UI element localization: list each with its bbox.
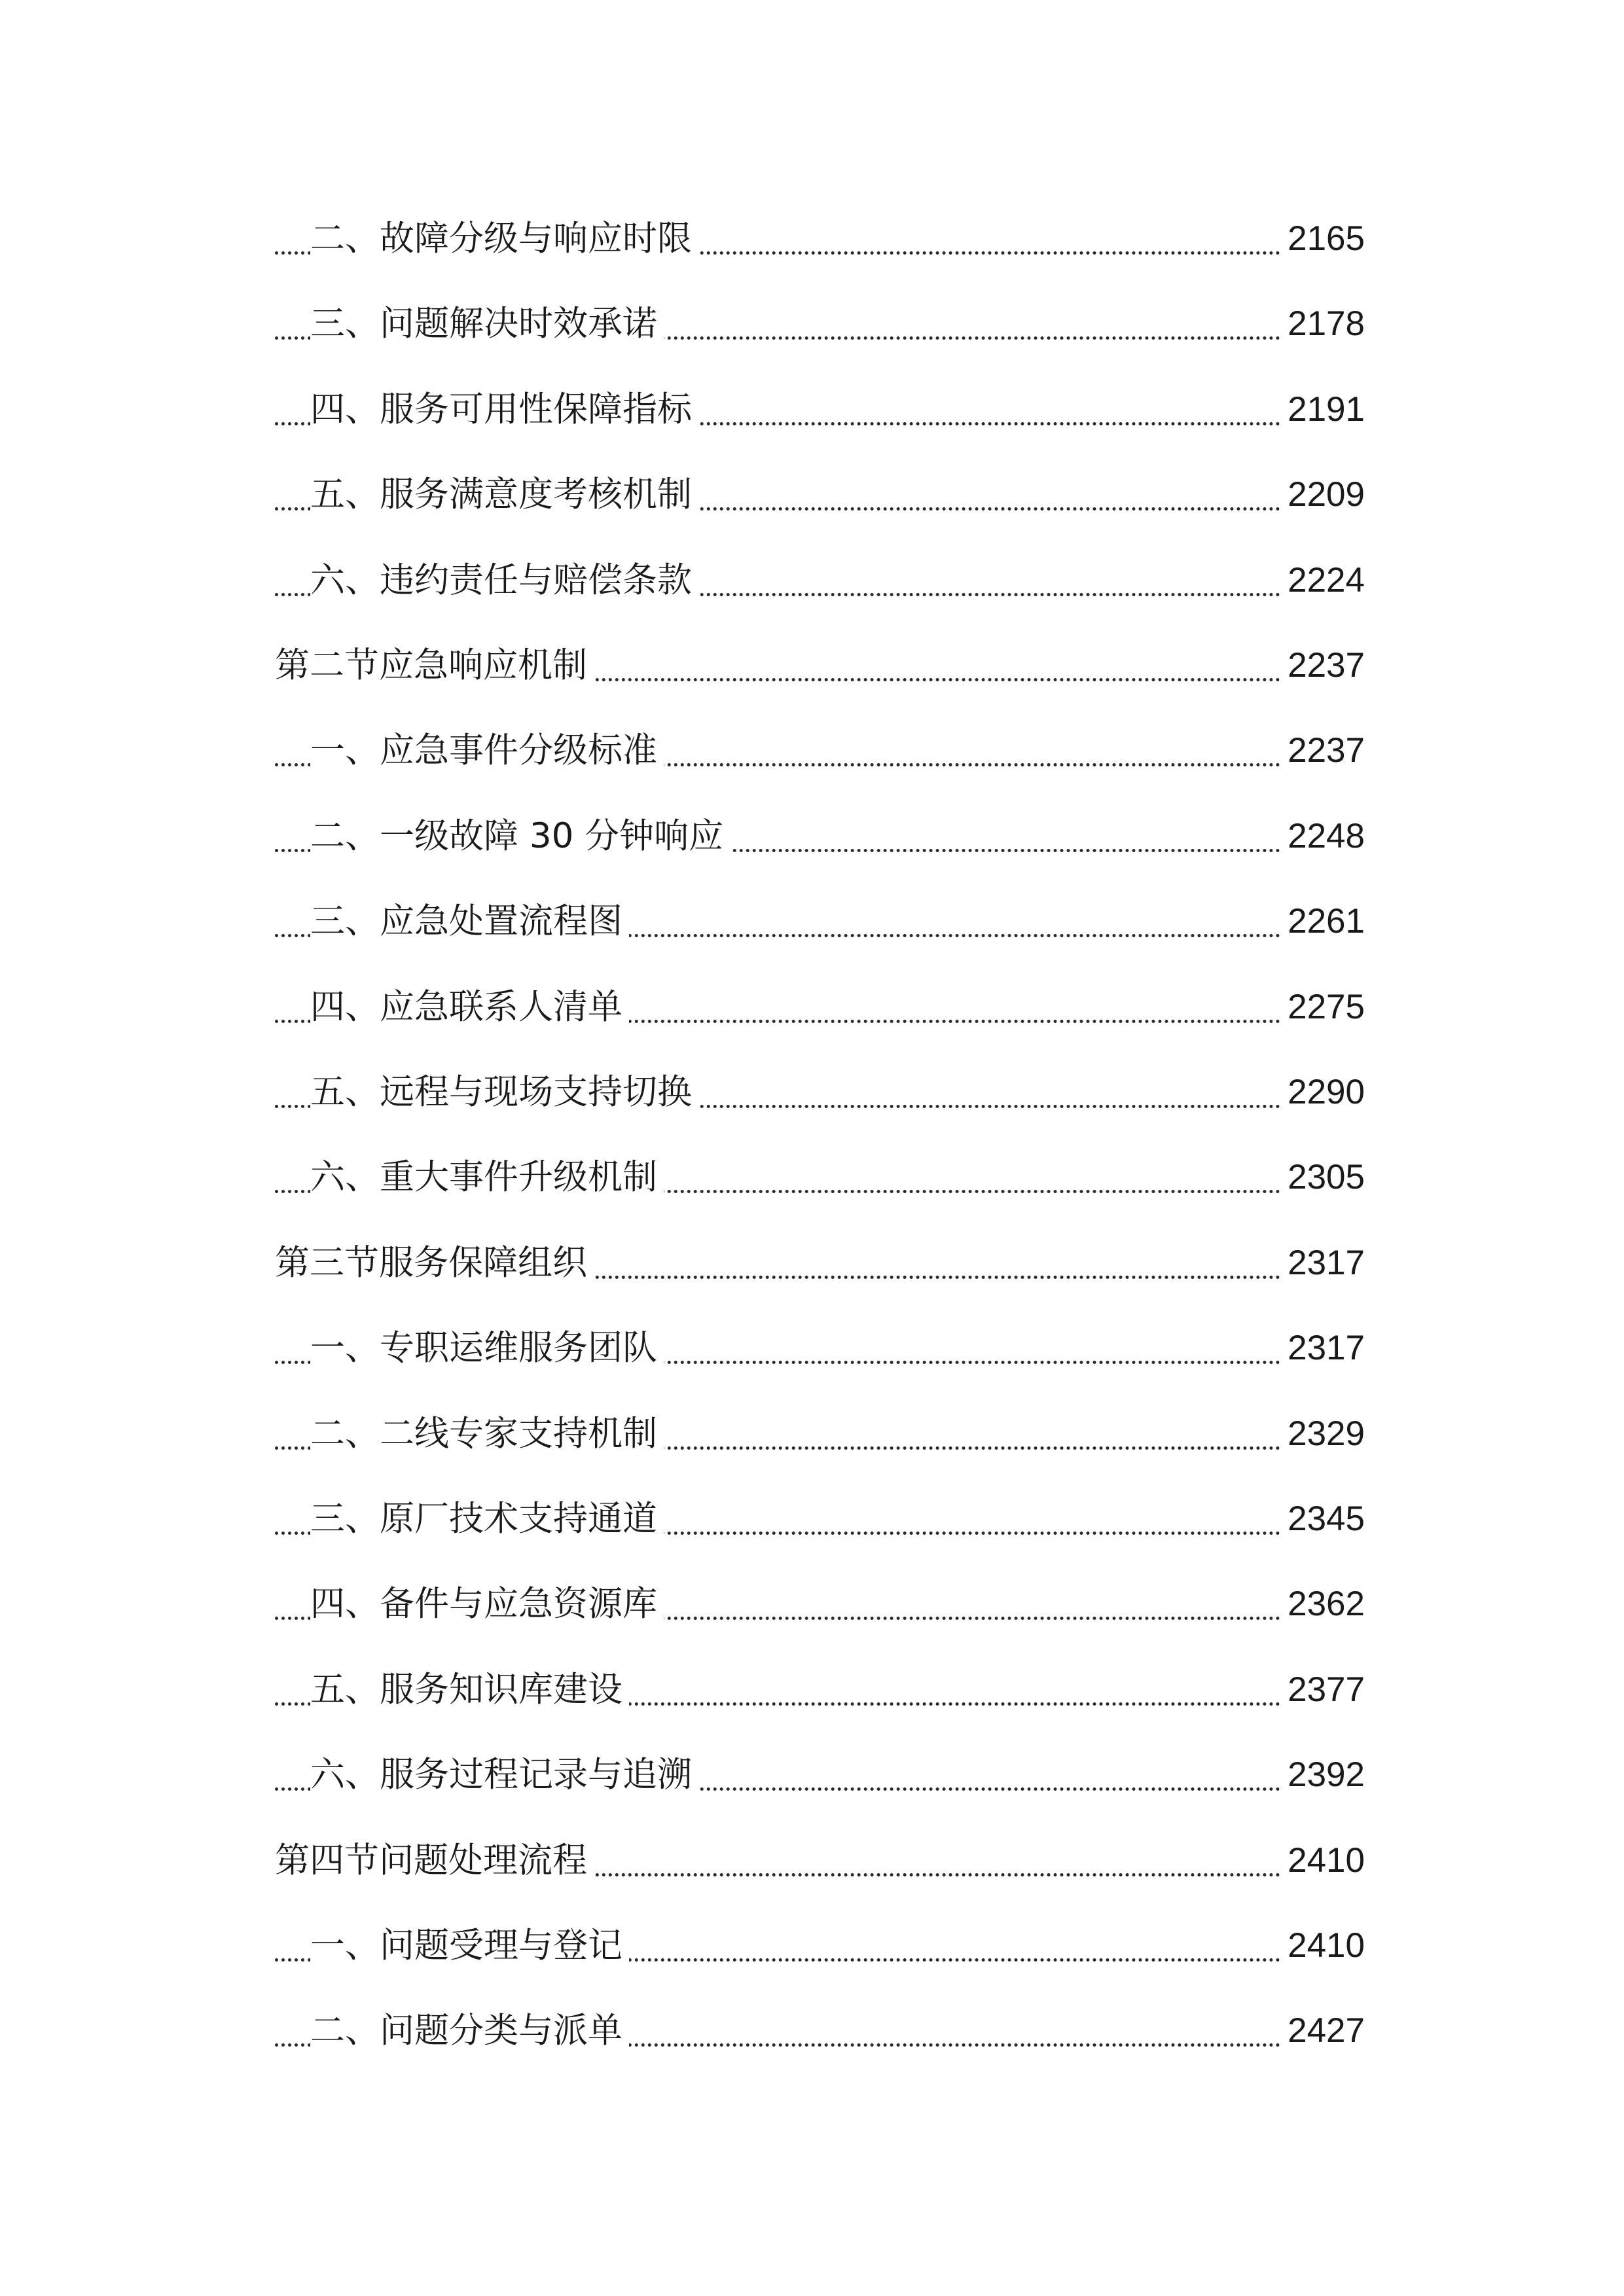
toc-entry-title: 六、服务过程记录与追溯 (310, 1746, 698, 1804)
toc-entry-title: 二、二线专家支持机制 (310, 1405, 664, 1463)
toc-page-number: 2237 (1281, 636, 1365, 695)
toc-section-entry[interactable] (0, 1234, 1624, 1293)
toc-entry-title: 一、应急事件分级标准 (310, 721, 664, 780)
toc-subsection-entry[interactable] (0, 1148, 1624, 1207)
toc-subsection-entry[interactable] (0, 1063, 1624, 1122)
toc-page-number: 2178 (1281, 295, 1365, 353)
toc-page-number: 2392 (1281, 1746, 1365, 1804)
toc-page-number: 2317 (1281, 1234, 1365, 1293)
toc-entry-title: 五、服务满意度考核机制 (310, 465, 698, 524)
toc-entry-title: 二、问题分类与派单 (310, 2001, 629, 2060)
toc-section-entry[interactable] (0, 1831, 1624, 1890)
toc-page-number: 2248 (1281, 807, 1365, 866)
toc-page-number: 2317 (1281, 1319, 1365, 1378)
toc-subsection-entry[interactable] (0, 465, 1624, 524)
toc-subsection-entry[interactable] (0, 978, 1624, 1037)
toc-page-number: 2410 (1281, 1916, 1365, 1975)
toc-subsection-entry[interactable] (0, 295, 1624, 353)
toc-subsection-entry[interactable] (0, 1746, 1624, 1804)
toc-page-number: 2224 (1281, 551, 1365, 610)
toc-page-number: 2410 (1281, 1831, 1365, 1890)
toc-entry-title: 四、服务可用性保障指标 (310, 380, 698, 439)
toc-page-number: 2261 (1281, 892, 1365, 951)
toc-page-number: 2290 (1281, 1063, 1365, 1122)
toc-page-number: 2191 (1281, 380, 1365, 439)
toc-subsection-entry[interactable] (0, 1660, 1624, 1719)
toc-subsection-entry[interactable] (0, 1490, 1624, 1549)
toc-entry-title: 六、重大事件升级机制 (310, 1148, 664, 1207)
toc-section-entry[interactable] (0, 636, 1624, 695)
toc-page-number: 2165 (1281, 209, 1365, 268)
toc-subsection-entry[interactable] (0, 721, 1624, 780)
toc-page-number: 2305 (1281, 1148, 1365, 1207)
toc-entry-title: 第二节应急响应机制 (275, 636, 594, 695)
toc-entry-title: 四、应急联系人清单 (310, 978, 629, 1037)
toc-entry-title: 第四节问题处理流程 (275, 1831, 594, 1890)
toc-page-number: 2237 (1281, 721, 1365, 780)
toc-page-number: 2427 (1281, 2001, 1365, 2060)
toc-entry-title: 四、备件与应急资源库 (310, 1575, 664, 1634)
toc-subsection-entry[interactable] (0, 380, 1624, 439)
toc-entry-title: 第三节服务保障组织 (275, 1234, 594, 1293)
toc-subsection-entry[interactable] (0, 209, 1624, 268)
toc-entry-title: 三、问题解决时效承诺 (310, 295, 664, 353)
toc-entry-title: 一、问题受理与登记 (310, 1916, 629, 1975)
toc-entry-title: 三、原厂技术支持通道 (310, 1490, 664, 1549)
toc-subsection-entry[interactable] (0, 807, 1624, 866)
toc-subsection-entry[interactable] (0, 1319, 1624, 1378)
toc-page-number: 2275 (1281, 978, 1365, 1037)
toc-entry-title: 五、远程与现场支持切换 (310, 1063, 698, 1122)
toc-page-number: 2329 (1281, 1405, 1365, 1463)
toc-page-number: 2345 (1281, 1490, 1365, 1549)
toc-entry-title: 六、违约责任与赔偿条款 (310, 551, 698, 610)
toc-page-number: 2377 (1281, 1660, 1365, 1719)
toc-subsection-entry[interactable] (0, 1916, 1624, 1975)
toc-entry-title: 二、故障分级与响应时限 (310, 209, 698, 268)
toc-page-number: 2362 (1281, 1575, 1365, 1634)
toc-subsection-entry[interactable] (0, 551, 1624, 610)
toc-subsection-entry[interactable] (0, 1405, 1624, 1463)
toc-subsection-entry[interactable] (0, 892, 1624, 951)
toc-page-number: 2209 (1281, 465, 1365, 524)
toc-subsection-entry[interactable] (0, 1575, 1624, 1634)
toc-entry-title: 二、一级故障 30 分钟响应 (310, 807, 730, 866)
toc-entry-title: 五、服务知识库建设 (310, 1660, 629, 1719)
toc-entry-title: 一、专职运维服务团队 (310, 1319, 664, 1378)
toc-entry-title: 三、应急处置流程图 (310, 892, 629, 951)
toc-subsection-entry[interactable] (0, 2001, 1624, 2060)
